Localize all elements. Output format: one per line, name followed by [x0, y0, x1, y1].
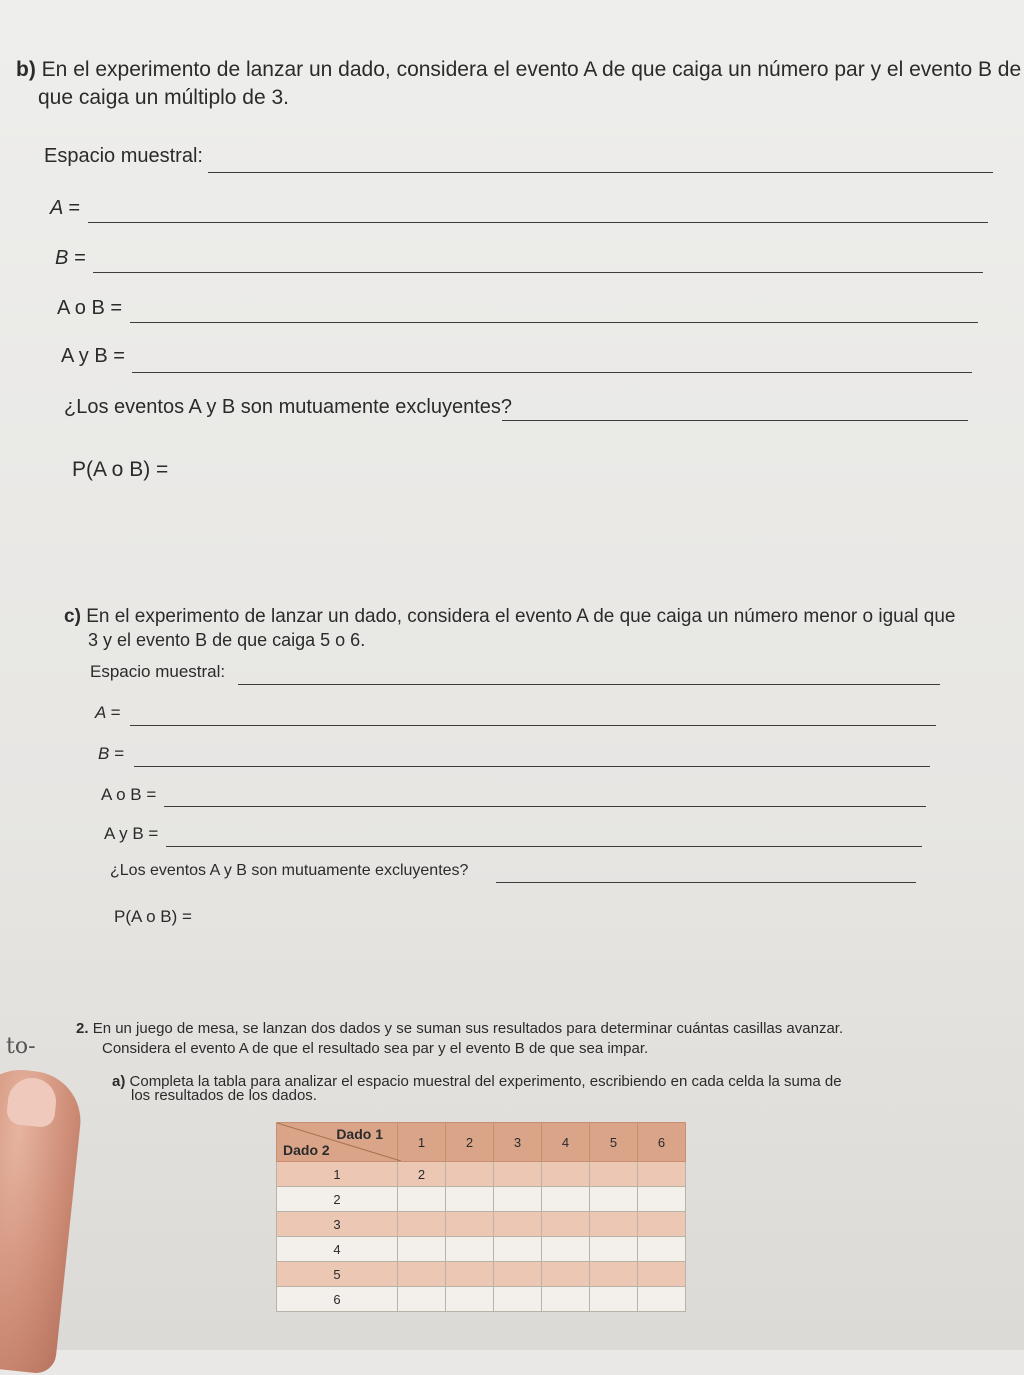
table-cell[interactable] — [590, 1162, 638, 1187]
section-c-b-answer-line[interactable] — [134, 766, 930, 767]
table-cell[interactable] — [494, 1187, 542, 1212]
section-c-a-label: A = — [95, 703, 121, 722]
section-b-aob-label: A o B = — [57, 297, 123, 319]
section-b-a-answer-line[interactable] — [88, 222, 988, 223]
section-c-espacio-answer-line[interactable] — [238, 684, 940, 685]
section-c-prompt-line1 — [64, 604, 956, 630]
item-2a-marker: a) — [112, 1073, 126, 1090]
table-cell[interactable] — [446, 1212, 494, 1237]
table-cell[interactable] — [542, 1187, 590, 1212]
table-row — [277, 1287, 686, 1312]
table-corner-header — [277, 1123, 398, 1162]
column-header: 6 — [638, 1123, 686, 1162]
row-header: 4 — [277, 1237, 398, 1262]
section-c-ayb-label: A y B = — [104, 824, 159, 843]
column-header: 2 — [446, 1123, 494, 1162]
table-cell[interactable] — [494, 1237, 542, 1262]
item-2-line1 — [76, 1020, 843, 1037]
row-header: 1 — [277, 1162, 398, 1187]
table-cell[interactable] — [590, 1237, 638, 1262]
section-c-marker: c) — [64, 606, 81, 627]
table-cell[interactable] — [446, 1237, 494, 1262]
dado1-label: Dado 1 — [336, 1126, 383, 1142]
table-cell[interactable] — [494, 1262, 542, 1287]
table-cell[interactable] — [638, 1212, 686, 1237]
table-cell[interactable] — [542, 1287, 590, 1312]
section-b-aob-answer-line[interactable] — [130, 322, 978, 323]
table-row — [277, 1262, 686, 1287]
table-cell[interactable] — [542, 1212, 590, 1237]
table-cell[interactable] — [398, 1187, 446, 1212]
section-b-marker: b) — [16, 58, 36, 81]
section-b-b-answer-line[interactable] — [93, 272, 983, 273]
column-header: 1 — [398, 1123, 446, 1162]
item-2a-text-line2: los resultados de los dados. — [131, 1087, 317, 1104]
section-c-espacio-label: Espacio muestral: — [90, 662, 226, 681]
section-b-a-label: A = — [50, 197, 80, 219]
table-cell[interactable] — [494, 1162, 542, 1187]
table-row — [277, 1162, 686, 1187]
table-cell[interactable] — [446, 1187, 494, 1212]
table-row — [277, 1212, 686, 1237]
table-cell[interactable] — [446, 1262, 494, 1287]
section-b-ayb-label: A y B = — [61, 345, 125, 367]
section-b-text-line1: En el experimento de lanzar un dado, considera el evento A de que caiga un número par y el evento B de — [41, 58, 1022, 81]
table-cell[interactable] — [638, 1262, 686, 1287]
section-b-question-answer-line[interactable] — [502, 420, 968, 421]
table-cell[interactable] — [398, 1262, 446, 1287]
table-cell[interactable] — [638, 1237, 686, 1262]
section-b-ayb-answer-line[interactable] — [132, 372, 972, 373]
table-cell[interactable] — [398, 1237, 446, 1262]
section-b-espacio-label: Espacio muestral: — [44, 145, 203, 167]
table-cell[interactable] — [494, 1287, 542, 1312]
item-2a-text-line1: Completa la tabla para analizar el espacio muestral del experimento, escribiendo en cada celda la suma de — [129, 1073, 842, 1090]
table-row — [277, 1187, 686, 1212]
section-b-b-label: B = — [55, 247, 86, 269]
table-cell[interactable] — [398, 1212, 446, 1237]
table-cell[interactable] — [542, 1237, 590, 1262]
section-b-question: ¿Los eventos A y B son mutuamente excluyentes? — [64, 396, 513, 418]
table-cell[interactable] — [494, 1212, 542, 1237]
section-c-ayb-answer-line[interactable] — [166, 846, 922, 847]
table-cell[interactable] — [638, 1162, 686, 1187]
table-cell[interactable] — [446, 1162, 494, 1187]
column-header: 4 — [542, 1123, 590, 1162]
column-header: 3 — [494, 1123, 542, 1162]
handwritten-note: to- — [6, 1034, 36, 1059]
table-cell[interactable] — [446, 1287, 494, 1312]
table-row — [277, 1237, 686, 1262]
table-cell[interactable] — [590, 1287, 638, 1312]
row-header: 2 — [277, 1187, 398, 1212]
section-b-espacio-answer-line[interactable] — [208, 172, 993, 173]
section-b-probability-label: P(A o B) = — [72, 458, 169, 481]
item-2-text-line1: En un juego de mesa, se lanzan dos dados y se suman sus resultados para determinar cuántas casillas avanzar. — [92, 1020, 844, 1037]
column-header: 5 — [590, 1123, 638, 1162]
table-cell[interactable] — [638, 1187, 686, 1212]
section-c-aob-answer-line[interactable] — [164, 806, 926, 807]
row-header: 3 — [277, 1212, 398, 1237]
table-cell[interactable] — [638, 1287, 686, 1312]
table-cell[interactable] — [542, 1262, 590, 1287]
section-c-question-answer-line[interactable] — [496, 882, 916, 883]
dado2-label: Dado 2 — [283, 1142, 330, 1158]
table-cell[interactable]: 2 — [398, 1162, 446, 1187]
dice-sum-table — [276, 1122, 686, 1312]
item-2-text-line2: Considera el evento A de que el resultado sea par y el evento B de que sea impar. — [102, 1040, 649, 1057]
section-c-probability-label: P(A o B) = — [114, 907, 192, 926]
section-b-prompt-line1 — [16, 56, 1021, 84]
table-cell[interactable] — [590, 1262, 638, 1287]
row-header: 6 — [277, 1287, 398, 1312]
section-c-text-line1: En el experimento de lanzar un dado, considera el evento A de que caiga un número menor o igual que — [86, 606, 956, 627]
section-c-question: ¿Los eventos A y B son mutuamente excluyentes? — [110, 862, 469, 879]
section-c-text-line2: 3 y el evento B de que caiga 5 o 6. — [88, 630, 366, 650]
section-c-a-answer-line[interactable] — [130, 725, 936, 726]
item-2-number: 2. — [76, 1020, 89, 1037]
section-c-b-label: B = — [98, 744, 124, 763]
table-cell[interactable] — [590, 1212, 638, 1237]
table-cell[interactable] — [398, 1287, 446, 1312]
table-cell[interactable] — [590, 1187, 638, 1212]
section-c-aob-label: A o B = — [101, 785, 157, 804]
table-cell[interactable] — [542, 1162, 590, 1187]
row-header: 5 — [277, 1262, 398, 1287]
section-b-text-line2: que caiga un múltiplo de 3. — [38, 86, 290, 109]
